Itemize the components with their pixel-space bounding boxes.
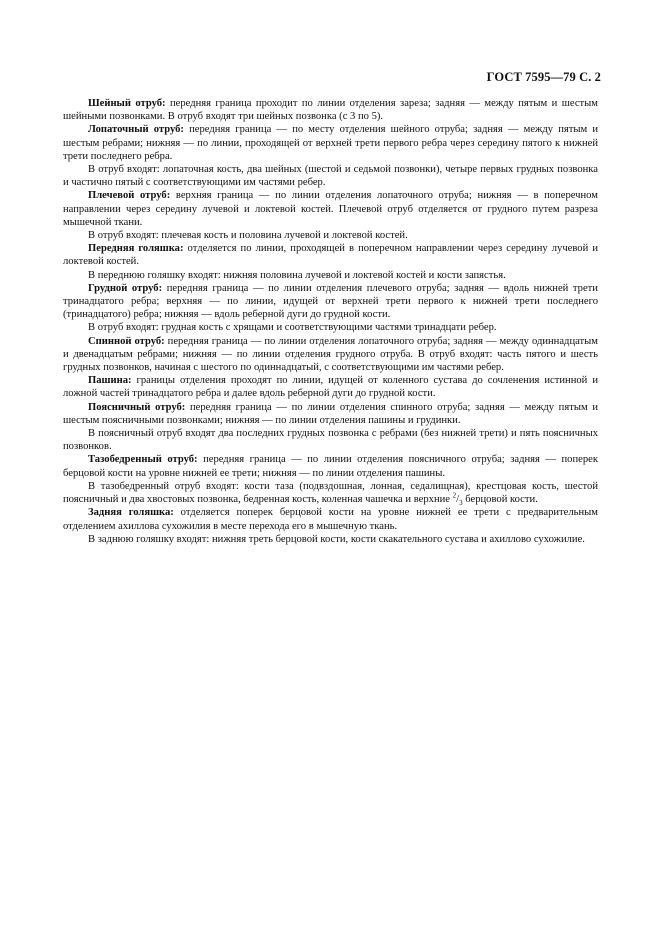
paragraph-hind-shank bbox=[63, 506, 598, 532]
paragraph-fore-shank-contents bbox=[63, 269, 598, 282]
paragraph-text: передняя граница — по линии отделения поясничного отруба; задняя — поперек берцовой кости на уровне нижней ее трети; нижняя — по линии отделения пашины. bbox=[63, 454, 598, 479]
paragraph-shoulder-cut bbox=[63, 189, 598, 229]
paragraph-text: В отруб входят: грудная кость с хрящами и соответствующими частями тринадцати ребер. bbox=[88, 322, 497, 334]
paragraph-hind-shank-contents bbox=[63, 533, 598, 546]
paragraph-shoulder-contents bbox=[63, 229, 598, 242]
paragraph-flank bbox=[63, 374, 598, 400]
term-label: Плечевой отруб: bbox=[88, 190, 171, 202]
paragraph-text: верхняя граница — по линии отделения лопаточного отруба; нижняя — в поперечном направлении через середину лучевой и локтевой костей. Плечевой отруб отделяется от грудного путем разреза мышечной ткани. bbox=[63, 190, 598, 228]
paragraph-text: отделяется по линии, проходящей в поперечном направлении через середину лучевой и локтевой костей. bbox=[63, 243, 598, 268]
paragraph-text: границы отделения проходят по линии, идущей от коленного сустава до сочленения истинной и ложной частей тринадцатого ребра и далее вдоль реберной дуги до грудной кости. bbox=[63, 375, 598, 400]
fraction-denominator: 3 bbox=[459, 499, 463, 508]
term-label: Поясничный отруб: bbox=[88, 401, 186, 413]
paragraph-text: В переднюю голяшку входят: нижняя половина лучевой и локтевой костей и кости запястья. bbox=[88, 269, 506, 281]
term-label: Передняя голяшка: bbox=[88, 243, 184, 255]
fraction-numerator: 2 bbox=[452, 491, 457, 500]
paragraph-hip-cut bbox=[63, 453, 598, 479]
paragraph-text: передняя граница — по линии отделения плечевого отруба; задняя — вдоль нижней трети тринадцатого ребра; верхняя — по линии, идущей от верхней трети первого к нижней трети последнего (тринадцатого) ребра; нижняя — вдоль реберной дуги до грудной кости. bbox=[63, 282, 598, 321]
paragraph-text: передняя граница проходит по линии отделения зареза; задняя — между пятым и шестым шейными позвонками. В отруб входят три шейных позвонка (с 3 по 5). bbox=[63, 98, 598, 123]
term-label: Шейный отруб: bbox=[88, 98, 166, 109]
term-label: Тазобедренный отруб: bbox=[88, 454, 198, 466]
paragraph-text: передняя граница — по месту отделения шейного отруба; задняя — между пятым и шестым ребрами; нижняя — по линии, проходящей от верхней трети первого ребра через середину пятого к нижней трети последнего ребра. bbox=[63, 124, 598, 162]
term-label: Задняя голяшка: bbox=[88, 507, 174, 519]
paragraph-hip-contents: В тазобедренный отруб входят: кости таза (подвздошная, лонная, седалищная), крестцовая кость, шестой поясничный и два хвостовых позвонка, бедренная кость, коленная чашечка и верхние $^2/_3$ берцовой кости. bbox=[63, 480, 598, 508]
paragraph-text: отделяется поперек берцовой кости на уровне нижней ее трети с предварительным отделением ахиллова сухожилия в месте перехода его в мышечную ткань. bbox=[63, 507, 598, 532]
document-body bbox=[63, 97, 598, 546]
term-label: Спинной отруб: bbox=[88, 335, 165, 347]
paragraph-text: В отруб входят: лопаточная кость, два шейных (шестой и седьмой позвонки), четыре первых грудных позвонка и частично пятый с соответствующими им частями ребер. bbox=[63, 164, 598, 189]
paragraph-text: В тазобедренный отруб входят: кости таза (подвздошная, лонная, седалищная), крестцовая кость, шестой поясничный и два хвостовых позвонка, бедренная кость, коленная чашечка и верхние bbox=[63, 480, 598, 506]
term-label: Пашина: bbox=[88, 375, 132, 387]
paragraph-text: передняя граница — по линии отделения лопаточного отруба; задняя — между одиннадцатым и двенадцатым ребрами; нижняя — по линии отделения грудного отруба. В отруб входят: часть пятого и шесть грудных позвонков, начиная с шестого по одиннадцатый, с соответствующими им частями ребер. bbox=[63, 335, 598, 374]
paragraph-breast-contents bbox=[63, 321, 598, 334]
paragraph-shoulder-blade-cut bbox=[63, 123, 598, 163]
paragraph-breast-cut bbox=[63, 282, 598, 322]
paragraph-text-tail: берцовой кости. bbox=[462, 494, 538, 506]
term-label: Грудной отруб: bbox=[88, 282, 163, 294]
paragraph-text: В поясничный отруб входят два последних грудных позвонка с ребрами (без нижней трети) и пять поясничных позвонков. bbox=[63, 428, 598, 453]
paragraph-shoulder-blade-contents bbox=[63, 163, 598, 189]
paragraph-loin-contents bbox=[63, 427, 598, 453]
term-label: Лопаточный отруб: bbox=[88, 124, 184, 136]
page-header: ГОСТ 7595—79 С. 2 bbox=[486, 70, 601, 84]
paragraph-loin-cut bbox=[63, 401, 598, 427]
paragraph-back-cut bbox=[63, 335, 598, 375]
paragraph-text: В заднюю голяшку входят: нижняя треть берцовой кости, кости скакательного сустава и ахиллово сухожилие. bbox=[88, 533, 585, 545]
paragraph-text: В отруб входят: плечевая кость и половина лучевой и локтевой костей. bbox=[88, 230, 408, 242]
paragraph-fore-shank bbox=[63, 242, 598, 268]
paragraph-text: передняя граница — по линии отделения спинного отруба; задняя — между пятым и шестым поясничными позвонками; нижняя — по линии отделения пашины и грудинки. bbox=[63, 401, 598, 426]
paragraph-neck-cut bbox=[63, 97, 598, 123]
